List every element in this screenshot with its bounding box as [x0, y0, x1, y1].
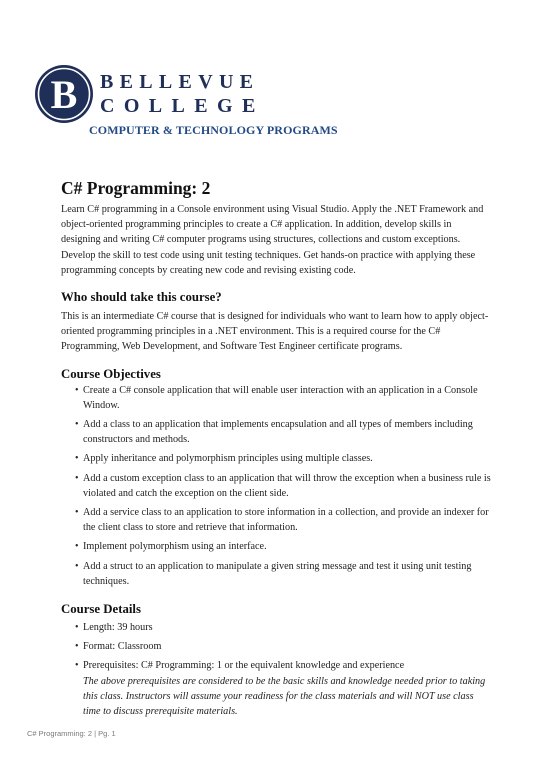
- college-logo: [34, 64, 265, 124]
- bullet-icon: •: [75, 660, 79, 672]
- objective-text: Implement polymorphism using an interface.: [83, 541, 267, 553]
- objectives-list: [61, 383, 493, 589]
- who-text: This is an intermediate C# course that is designed for individuals who want to learn how to apply object-oriented programming principles in a .NET environment. This is a required course for the C# Programming, Web Development, and Software Test Engineer certificate programs.: [61, 311, 489, 353]
- bullet-icon: •: [75, 560, 79, 572]
- objective-text: Create a C# console application that will enable user interaction with an application in a Console Window.: [83, 384, 478, 411]
- bullet-icon: •: [75, 507, 79, 519]
- logo-letter: B: [50, 72, 78, 117]
- bullet-icon: •: [75, 541, 79, 553]
- college-seal-icon: [34, 64, 94, 124]
- objective-text: Add a service class to an application to store information in a collection, and provide an indexer for the client class to store and retrieve that information.: [83, 507, 489, 534]
- bullet-icon: •: [75, 453, 79, 465]
- page-footer: C# Programming: 2 | Pg. 1: [27, 729, 116, 738]
- logo-line-1: BELLEVUE: [100, 71, 260, 93]
- logo-line-2: COLLEGE: [100, 95, 265, 117]
- bullet-icon: •: [75, 641, 79, 653]
- list-item: [61, 559, 493, 589]
- details-list: [61, 620, 493, 674]
- list-item: [61, 620, 493, 635]
- list-item: [61, 505, 493, 535]
- list-item: [61, 658, 493, 673]
- bullet-icon: •: [75, 472, 79, 484]
- list-item: [61, 417, 493, 447]
- department-title: COMPUTER & TECHNOLOGY PROGRAMS: [89, 123, 338, 137]
- course-title: C# Programming: 2: [61, 178, 211, 198]
- list-item: [61, 539, 493, 554]
- bullet-icon: •: [75, 419, 79, 431]
- list-item: [61, 471, 493, 501]
- who-heading: Who should take this course?: [61, 290, 222, 305]
- objective-text: Apply inheritance and polymorphism principles using multiple classes.: [83, 453, 373, 465]
- objective-text: Add a struct to an application to manipulate a given string message and test it using unit testing techniques.: [83, 560, 472, 587]
- bullet-icon: •: [75, 384, 79, 396]
- detail-text: Prerequisites: C# Programming: 1 or the equivalent knowledge and experience: [83, 660, 405, 672]
- list-item: [61, 451, 493, 466]
- list-item: [61, 383, 493, 413]
- detail-text: Format: Classroom: [83, 641, 162, 653]
- objective-text: Add a class to an application that implements encapsulation and all types of members including constructors and methods.: [83, 419, 473, 446]
- bullet-icon: •: [75, 622, 79, 634]
- course-intro: Learn C# programming in a Console environment using Visual Studio. Apply the .NET Framework and object-oriented programming principles to create a C# application. In addition, develop skills in designing and writing C# computer programs using structures, collections and custom exceptions. Develop the skill to test code using unit testing techniques. Get hands-on practice with applying these programming concepts by creating new code and revising existing code.: [61, 204, 484, 276]
- details-heading: Course Details: [61, 602, 141, 617]
- detail-text: Length: 39 hours: [83, 622, 153, 634]
- prerequisite-note: The above prerequisites are considered to be the basic skills and knowledge needed prior to taking this class. Instructors will assume your readiness for the class materials and will NOT use class time to discuss prerequisite materials.: [83, 675, 486, 718]
- objective-text: Add a custom exception class to an application that will throw the exception when a business rule is violated and catch the exception on the client side.: [83, 472, 491, 499]
- main-content: [61, 178, 493, 719]
- list-item: [61, 639, 493, 654]
- objectives-heading: Course Objectives: [61, 366, 161, 381]
